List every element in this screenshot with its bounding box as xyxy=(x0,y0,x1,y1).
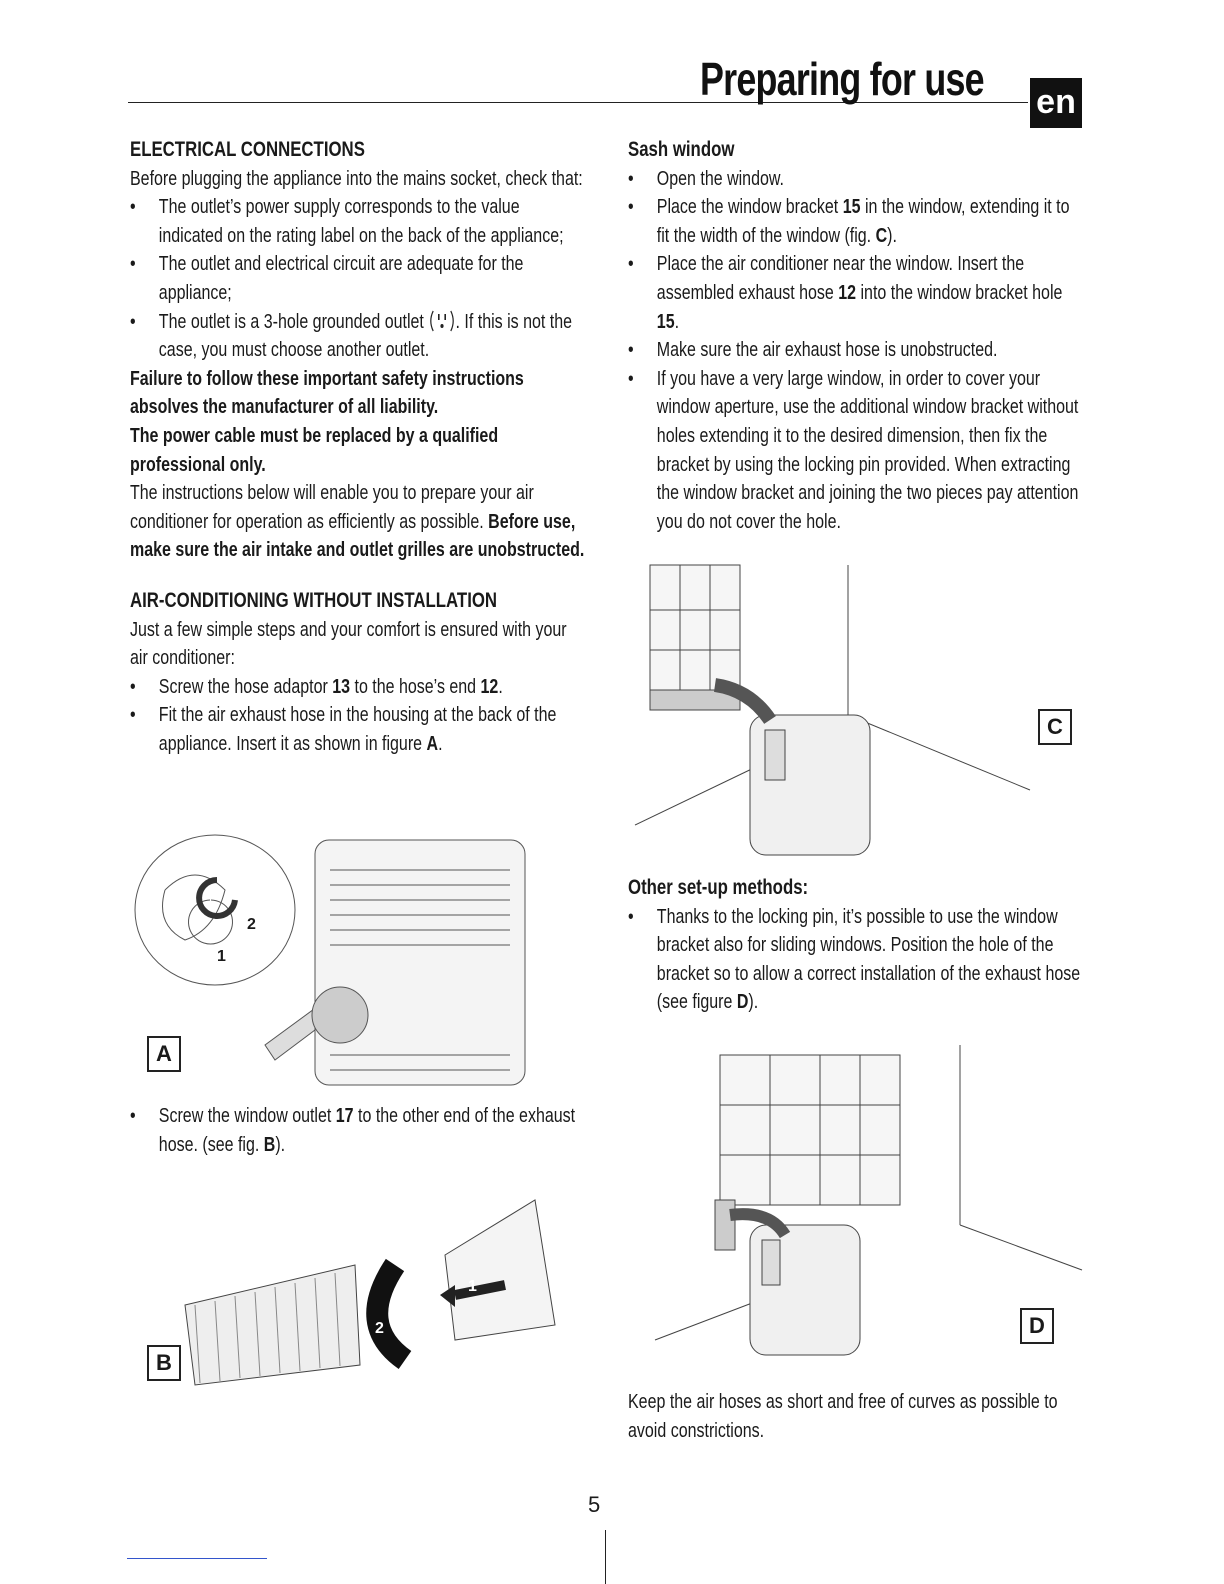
sash-window-heading: Sash window xyxy=(628,138,735,161)
right-column-other xyxy=(628,874,1084,1017)
electrical-connections-heading: ELECTRICAL CONNECTIONS xyxy=(130,138,365,161)
list-item: • Make sure the air exhaust hose is unobstructed. xyxy=(628,336,1084,365)
list-item: • Screw the hose adaptor 13 to the hose’s end 12. xyxy=(130,673,585,702)
right-column xyxy=(628,136,1084,536)
figure-a-label: A xyxy=(147,1036,181,1072)
figure-c xyxy=(630,555,1080,860)
figure-d xyxy=(650,1040,1085,1365)
right-column-closing xyxy=(628,1388,1084,1445)
figure-c-illustration xyxy=(630,555,1080,860)
closing-paragraph: Keep the air hoses as short and free of curves as possible to avoid constrictions. xyxy=(628,1391,1058,1442)
power-cable-warning: The power cable must be replaced by a qualified professional only. xyxy=(130,424,499,476)
footer-link-line xyxy=(127,1558,267,1559)
left-column xyxy=(130,136,585,758)
list-item: • Screw the window outlet 17 to the other end of the exhaust hose. (see fig. B). xyxy=(130,1102,585,1159)
list-item: • Place the air conditioner near the window. Insert the assembled exhaust hose 12 into the window bracket hole 15. xyxy=(628,250,1084,336)
liability-warning: Failure to follow these important safety instructions absolves the manufacturer of all liability. xyxy=(130,367,524,419)
figure-b-callout-2: 2 xyxy=(375,1320,384,1337)
list-item: • Thanks to the locking pin, it’s possible to use the window bracket also for sliding windows. Position the hole of the bracket so to allow a correct installation of the exhaust hose (see figure D). xyxy=(628,903,1084,1017)
figure-c-label: C xyxy=(1038,709,1072,745)
language-badge: en xyxy=(1030,78,1082,128)
page-title: Preparing for use xyxy=(700,53,984,105)
figure-b-illustration xyxy=(125,1195,585,1395)
list-item: • The outlet and electrical circuit are adequate for the appliance; xyxy=(130,250,585,307)
figure-a-callout-2: 2 xyxy=(247,916,256,933)
left-column-lower xyxy=(130,1102,585,1159)
figure-a xyxy=(125,830,555,1090)
figure-b-callout-1: 1 xyxy=(468,1278,477,1295)
ac-steps xyxy=(130,673,585,759)
page-number: 5 xyxy=(588,1492,601,1517)
electrical-checklist xyxy=(130,193,585,365)
figure-b xyxy=(125,1195,585,1395)
list-item: • If you have a very large window, in order to cover your window aperture, use the additional window bracket without holes extending it to the desired dimension, then fix the bracket by using the locking pin provided. When extracting the window bracket and joining the two pieces pay attention you do not cover the hole. xyxy=(628,365,1084,537)
list-item: • Fit the air exhaust hose in the housing at the back of the appliance. Insert it as shown in figure A. xyxy=(130,701,585,758)
other-setup-steps xyxy=(628,903,1084,1017)
instructions-paragraph xyxy=(130,479,585,565)
figure-a-callout-1: 1 xyxy=(217,948,226,965)
list-item xyxy=(130,308,585,365)
figure-b-label: B xyxy=(147,1345,181,1381)
ac-intro: Just a few simple steps and your comfort is ensured with your air conditioner: xyxy=(130,618,567,670)
list-item: • The outlet’s power supply corresponds to the value indicated on the rating label on the back of the appliance; xyxy=(130,193,585,250)
ac-steps-continued xyxy=(130,1102,585,1159)
page-number-divider xyxy=(605,1530,606,1584)
instructions-text: The instructions below will enable you to prepare your air conditioner for operation as efficiently as possible. xyxy=(130,482,534,533)
figure-a-illustration xyxy=(125,830,555,1090)
sash-window-steps xyxy=(628,165,1084,537)
list-item: • Open the window. xyxy=(628,165,1084,194)
outlet-text: The outlet is a 3-hole grounded outlet xyxy=(158,310,424,333)
grounded-outlet-icon xyxy=(428,309,455,333)
list-item: • Place the window bracket 15 in the window, extending it to fit the width of the window (fig. C). xyxy=(628,193,1084,250)
other-setup-heading: Other set-up methods: xyxy=(628,876,809,899)
outlet-text-end: . If this is not the case, you must choose another outlet. xyxy=(158,310,573,362)
ac-heading: AIR-CONDITIONING WITHOUT INSTALLATION xyxy=(130,588,498,612)
figure-d-label: D xyxy=(1020,1308,1054,1344)
electrical-intro: Before plugging the appliance into the mains socket, check that: xyxy=(130,167,583,190)
instructions-bold: Before use, make sure the air intake and outlet grilles are unobstructed. xyxy=(130,510,585,562)
